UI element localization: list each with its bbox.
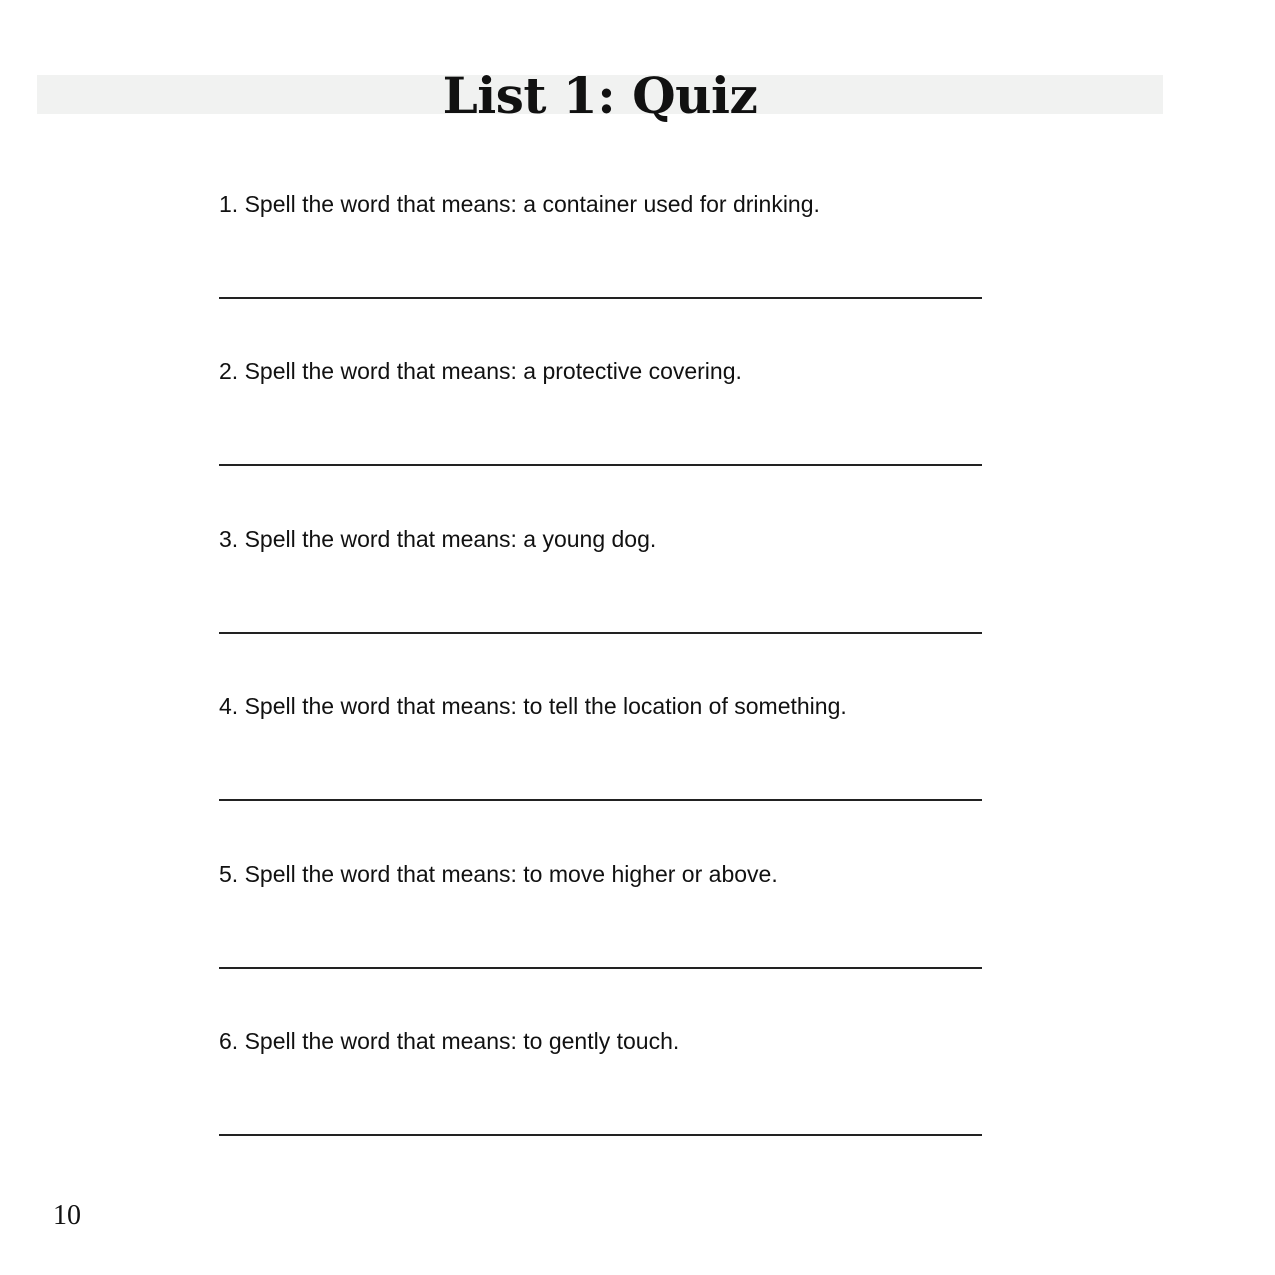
question-item-2 xyxy=(219,356,982,486)
page-number: 10 xyxy=(53,1200,81,1231)
answer-line[interactable] xyxy=(219,967,982,969)
question-text: 2. Spell the word that means: a protective covering. xyxy=(219,358,742,384)
page-title: List 1: Quiz xyxy=(442,66,758,125)
question-text: 3. Spell the word that means: a young dog. xyxy=(219,526,657,552)
question-item-5 xyxy=(219,859,982,989)
question-text: 4. Spell the word that means: to tell the location of something. xyxy=(219,693,847,719)
question-text: 1. Spell the word that means: a container used for drinking. xyxy=(219,191,820,217)
answer-line[interactable] xyxy=(219,632,982,634)
question-item-1 xyxy=(219,189,982,319)
question-item-3 xyxy=(219,524,982,654)
answer-line[interactable] xyxy=(219,799,982,801)
question-item-6 xyxy=(219,1026,982,1156)
answer-line[interactable] xyxy=(219,464,982,466)
question-text: 6. Spell the word that means: to gently touch. xyxy=(219,1028,680,1054)
question-item-4 xyxy=(219,691,982,821)
answer-line[interactable] xyxy=(219,297,982,299)
question-text: 5. Spell the word that means: to move higher or above. xyxy=(219,861,778,887)
answer-line[interactable] xyxy=(219,1134,982,1136)
